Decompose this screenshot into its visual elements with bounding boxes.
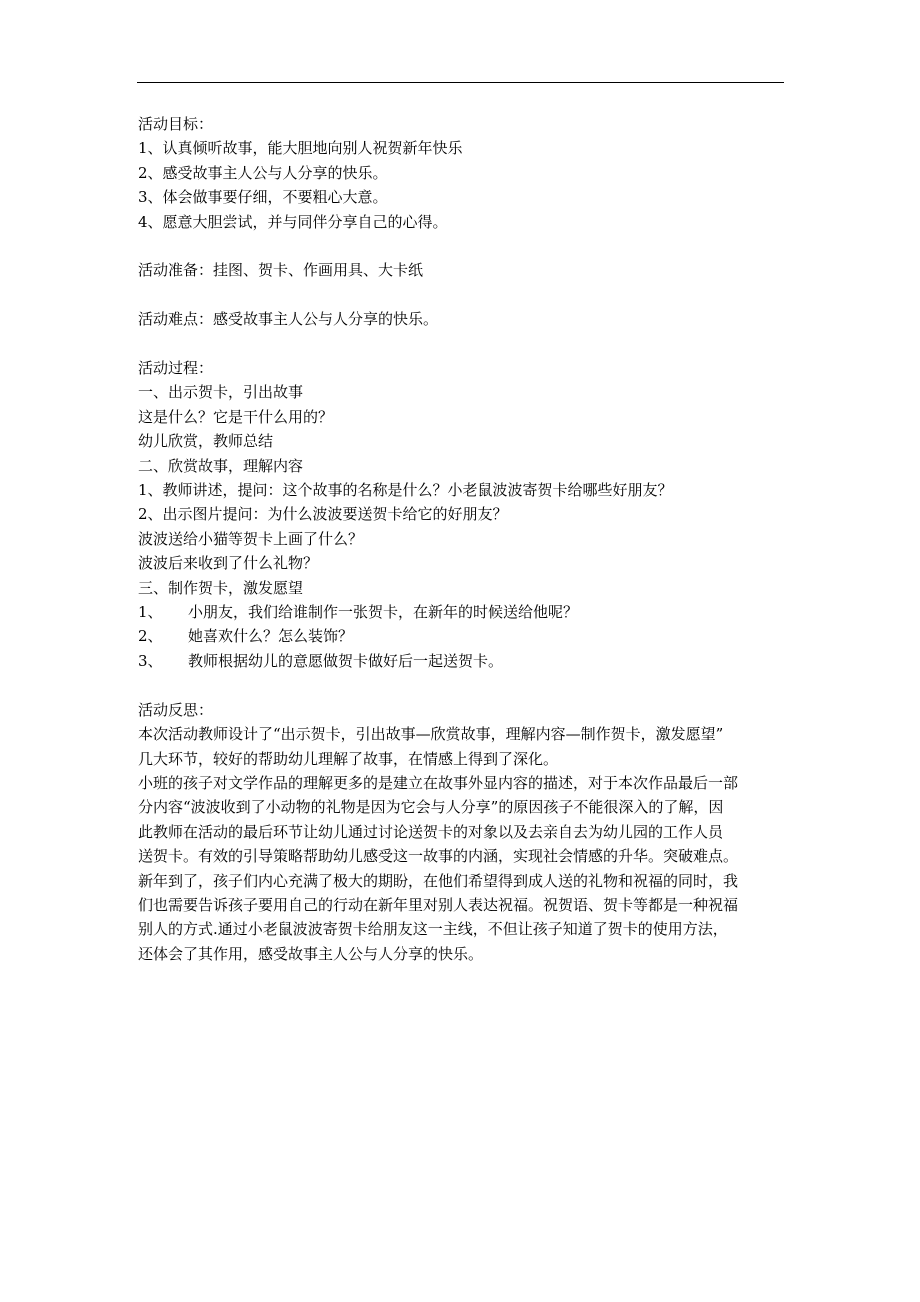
numbered-item [138,649,788,673]
item-number: 3、 [138,651,163,670]
numbered-item [138,624,788,648]
process-heading: 活动过程： [138,359,214,378]
process-line: 2、出示图片提问：为什么波波要送贺卡给它的好朋友？ [138,505,508,524]
header-rule [137,82,784,83]
process-line: 二、欣赏故事，理解内容 [138,456,304,475]
reflection-line: 还体会了其作用，感受故事主人公与人分享的快乐。 [138,944,484,963]
process-line: 一、出示贺卡，引出故事 [138,383,304,402]
reflection-line: 本次活动教师设计了“出示贺卡，引出故事—欣赏故事，理解内容—制作贺卡，激发愿望” [138,725,724,744]
item-number: 1、 [138,603,163,622]
difficulty-line: 活动难点：感受故事主人公与人分享的快乐。 [138,310,439,329]
reflection-line: 们也需要告诉孩子要用自己的行动在新年里对别人表达祝福。祝贺语、贺卡等都是一种祝福 [138,895,739,914]
process-line: 1、教师讲述，提问：这个故事的名称是什么？小老鼠波波寄贺卡给哪些好朋友？ [138,481,673,500]
reflection-line: 几大环节，较好的帮助幼儿理解了故事，在情感上得到了深化。 [138,749,559,768]
process-line: 三、制作贺卡，激发愿望 [138,578,304,597]
item-text: 小朋友，我们给谁制作一张贺卡，在新年的时候送给他呢？ [188,603,579,622]
item-text: 教师根据幼儿的意愿做贺卡做好后一起送贺卡。 [188,651,504,670]
objectives-heading: 活动目标： [138,115,214,133]
numbered-item [138,600,788,624]
process-line: 幼儿欣赏，教师总结 [138,432,274,451]
process-line: 波波送给小猫等贺卡上画了什么？ [138,529,364,548]
reflection-line: 分内容“波波收到了小动物的礼物是因为它会与人分享”的原因孩子不能很深入的了解，因 [138,798,724,817]
preparation-line: 活动准备：挂图、贺卡、作画用具、大卡纸 [138,261,424,280]
item-number: 2、 [138,627,163,646]
objective-item: 2、感受故事主人公与人分享的快乐。 [138,163,388,182]
reflection-line: 送贺卡。有效的引导策略帮助幼儿感受这一故事的内涵，实现社会情感的升华。突破难点。 [138,847,739,866]
process-line: 波波后来收到了什么礼物？ [138,554,319,573]
reflection-line: 新年到了，孩子们内心充满了极大的期盼，在他们希望得到成人送的礼物和祝福的同时，我 [138,871,739,890]
reflection-line: 此教师在活动的最后环节让幼儿通过讨论送贺卡的对象以及去亲自去为幼儿园的工作人员 [138,822,724,841]
reflection-line: 小班的孩子对文学作品的理解更多的是建立在故事外显内容的描述，对于本次作品最后一部 [138,773,739,792]
item-text: 她喜欢什么？怎么装饰？ [188,627,354,646]
reflection-line: 别人的方式.通过小老鼠波波寄贺卡给朋友这一主线，不但让孩子知道了贺卡的使用方法， [138,920,728,939]
objective-item: 3、体会做事要仔细，不要粗心大意。 [138,188,388,207]
objective-item: 1、认真倾听故事，能大胆地向别人祝贺新年快乐 [138,139,463,158]
reflection-heading: 活动反思： [138,700,214,719]
document-body [138,112,788,966]
objective-item: 4、愿意大胆尝试，并与同伴分享自己的心得。 [138,212,448,231]
process-line: 这是什么？它是干什么用的？ [138,407,334,426]
